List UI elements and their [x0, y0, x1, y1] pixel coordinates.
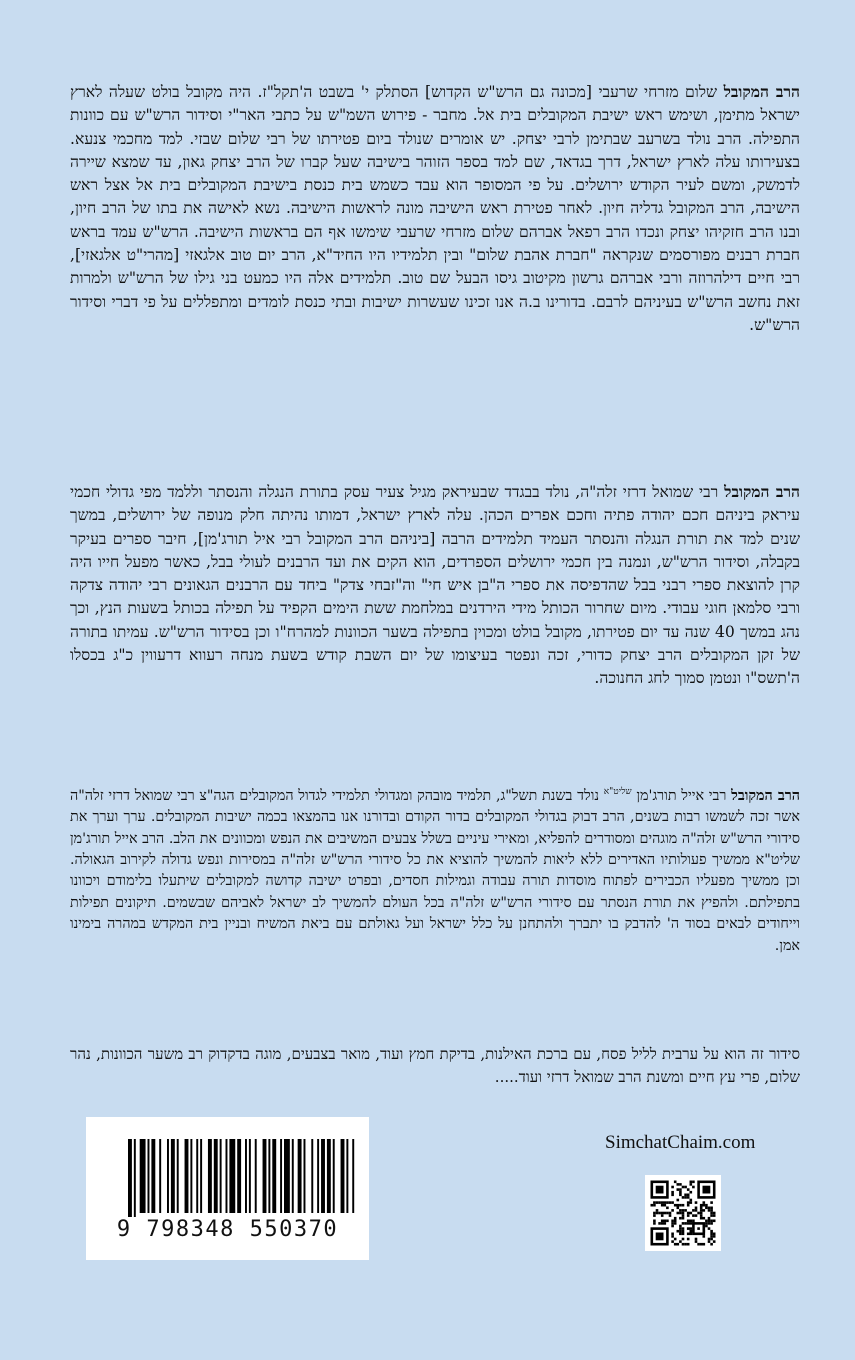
paragraph-text: שלום מזרחי שרעבי [מכונה גם הרש"ש הקדוש] הסתלק י' בשבט ה'תקל"ז. היה מקובל בולט שעלה לארץ ישראל מתימן, ושימש ראש ישיבת המקובלים בית אל. מחבר - פירוש השמ"ש על כתבי האר"י וסידור הרש"ש עם כוונות התפילה. הרב נולד בשרעב שבתימן לרבי יצחק. יש אומרים שנולד ביום פטירתו של רבי שלום שבזי. למד מחכמי צנעא. בצעירותו עלה לארץ ישראל, דרך בגדאד, שם למד בספר הזוהר בישיבה שעל קברו של הרב יצחק גאון, עד שמצא שיירה לדמשק, ומשם לעיר הקודש ירושלים. על פי המסופר הוא עבד כשמש בית כנסת בישיבת המקובלים בית אל אצל ראש הישיבה, הרב המקובל גדליה חיון. לאחר פטירת ראש הישיבה מונה לראשות הישיבה. נשא לאישה את בתו של הרב חיון, ובנו הרב חזקיהו יצחק ונכדו הרב רפאל אברהם שלום מזרחי שרעבי שימשו אף הם בראשות הישיבה. הרש"ש עמד בראש חברת רבנים מפורסמים שנקראה "חברת אהבת שלום" ובין תלמידיו היו החיד"א, הרב יום טוב אלגאזי [מהרי"ט אלגאזי], רבי חיים דילהרוזה ורבי אברהם גרשון מקיטוב גיסו הבעל שם טוב. תלמידים אלה היו כמעט בני גילו של הרש"ש ולמרות זאת נחשב הרש"ש בעיניהם לרבם. בדורינו ב.ה אנו זכינו שעשרות ישיבות ובתי כנסת לומדים ומתפללים על פי דברי וסידור הרש"ש.	[70, 83, 800, 334]
barcode	[86, 1117, 369, 1260]
paragraph-rashash	[70, 80, 800, 337]
paragraph-text: נולד בשנת תשל"ג, תלמיד מובהק ומגדולי תלמידי לגדול המקובלים הגה"צ רבי שמואל דרזי זלה"ה אשר זכה לשמשו רבות בשנים, הרב דבוק בגדולי המקובלים בדור הקודם ובדורנו אנו בהמצאו בכמה ישיבות המקובלים. ערך וערך את סידורי הרש"ש זלה"ה מוגהים ומסודרים להפליא, ומאירי עיניים בשלל צבעים המשיבים את הנפש ומכוונים את הלב. הרב אייל תורג'מן שליט"א ממשיך פעולותיו האדירים ללא ליאות להמשיך להוציא את כל סידורי הרש"ש זלה"ה במסירות ונפש גדולה לקירוב הגאולה. וכן ממשיך מפעליו הכבירים לפתוח מוסדות תורה עבודה וגמילות חסדים, ובפרט ישיבה קדושה למקובלים שיתעלו בלימודם ויכוונו בתפילתם. ולהפיץ את תורת הנסתר עם סידורי הרש"ש זלה"ה בכל העולם להמשיך לב ישראל לאביהם שבשמים. תיקונים תפילות וייחודים לבאים בסוד ה' להדבק בו יתברך ולהתחנן על כלל ישראל ועל גאולתם עם ביאת המשיח ובניין בית המקדש במהרה בימינו אמן.	[70, 787, 800, 954]
barcode-bars-icon	[86, 1117, 369, 1217]
paragraph-lead: הרב המקובל	[724, 482, 800, 501]
paragraph-lead: הרב המקובל	[731, 787, 801, 804]
paragraph-text: רבי שמואל דרזי זלה"ה, נולד בבגדד שבעיראק מגיל צעיר עסק בתורת הנגלה והנסתר וללמד מפי גדולי חכמי עיראק ביניהם חכם יהודה פתיה וחכם אפרים הכהן. עלה לארץ ישראל, דמותו נהיתה חלק מנופה של ירושלים, במשך שנים למד את תורת הנגלה והנסתר העמיד תלמידים הרבה [ביניהם הרב המקובל רבי איל תורג'מן], חיבר ספרים בעיקר בקבלה, וסידור הרש"ש, ונמנה בין חכמי ירושלים הספרדים, הוא הקים את ועד הרבנים לעולי בבל, כאשר מפעל חייו היה קרן להוצאת ספרי רבני בבל שהדפיסה את ספרי ה"בן איש חי" וה"זבחי צדק" ביחד עם הרבנים הגאונים רבי יהודה צדקה ורבי סלמאן חוגי עבודי. מיום שחרור הכותל מידי הירדנים במלחמת ששת הימים הקפיד על תפילה בכותל בשעות הנץ, וכך נהג במשך 40 שנה עד יום פטירתו, מקובל בולט ומכוין בתפילה בשער הכוונות למהרח"ו וכן בסידור הרש"ש. עמיתו בתורה של זקן המקובלים הרב יצחק כדורי, זכה ונפטר בעיצומו של יום השבת קודש בשעת מנחה רעווא דרעווין כ"ג בכסלו ה'תשס"ו ונטמן סמוך לחג החנוכה.	[70, 483, 800, 688]
website-url: SimchatChaim.com	[605, 1132, 756, 1153]
paragraph-rabbi-darzi	[70, 480, 800, 691]
paragraph-lead: הרב המקובל	[723, 82, 800, 101]
siddur-description	[70, 1043, 800, 1089]
honorific: שליט"א	[603, 787, 632, 797]
rabbi-name: רבי אייל תורג'מן	[636, 787, 727, 804]
barcode-number: 9 798348 550370	[116, 1217, 339, 1242]
paragraph-rabbi-turgeman	[70, 782, 800, 957]
paragraph-text: סידור זה הוא על ערבית לליל פסח, עם ברכת האילנות, בדיקת חמץ ועוד, מואר בצבעים, מוגה בדקדוק רב משער הכוונות, נהר שלום, פרי עץ חיים ומשנת הרב שמואל דרזי ועוד.....	[70, 1045, 800, 1086]
qr-code-icon	[645, 1175, 721, 1251]
